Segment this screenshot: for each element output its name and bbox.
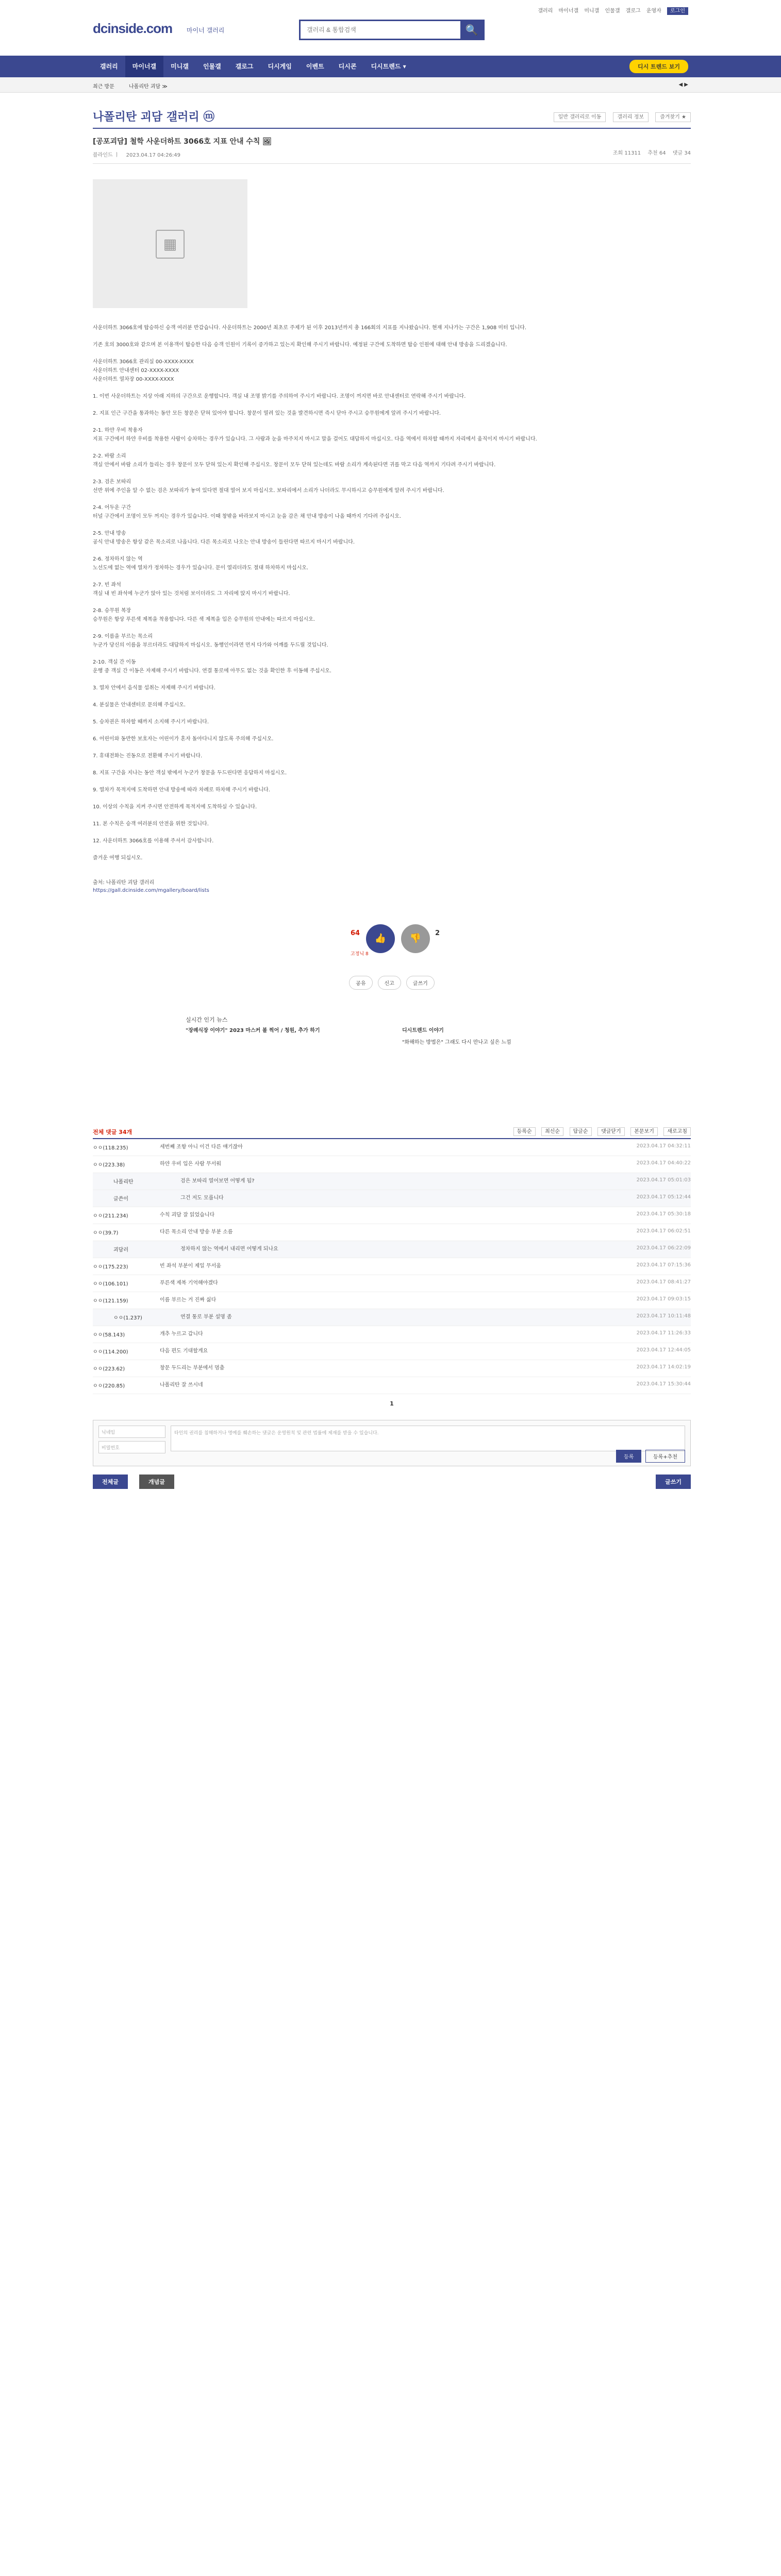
- comment-date: 2023.04.17 12:44:05: [636, 1347, 691, 1353]
- gallery-tool-fav[interactable]: 즐겨찾기 ★: [655, 112, 691, 122]
- comment-text: 세번째 조항 아니 이건 다른 얘기잖아: [160, 1144, 243, 1150]
- comment-text: 연결 통로 부분 설명 좀: [180, 1314, 232, 1320]
- comment-row: [93, 1360, 691, 1377]
- comment-buttons: [614, 1450, 685, 1463]
- down-count: 2: [435, 929, 440, 937]
- concept-posts-button[interactable]: 개념글: [139, 1475, 174, 1489]
- site-logo-sub[interactable]: 마이너 갤러리: [187, 27, 225, 34]
- comment-identity: [98, 1426, 165, 1462]
- comment-row: [93, 1275, 691, 1292]
- gnb-mini[interactable]: 미니갤: [171, 63, 189, 70]
- gnb-gallery[interactable]: 갤러리: [100, 63, 118, 70]
- news-card-title: "장례식장 이야기" 2023 마스커 볼 찍어 / 청원, 추가 하기: [186, 1028, 320, 1033]
- report-button[interactable]: 신고: [378, 976, 401, 990]
- news-card-title: 디시트렌드 이야기: [402, 1028, 444, 1033]
- news-box: [186, 1015, 598, 1077]
- fixed-nick-count: 고정닉 8: [351, 952, 369, 957]
- comment-date: 2023.04.17 04:40:22: [636, 1160, 691, 1166]
- search-box: [299, 20, 485, 40]
- recent-gallery[interactable]: 나폴리탄 괴담 ≫: [129, 84, 168, 90]
- post-image[interactable]: [93, 179, 247, 308]
- top-links: [534, 6, 688, 14]
- search-input[interactable]: [301, 21, 455, 39]
- comment-row: [93, 1292, 691, 1309]
- view-body[interactable]: 본문보기: [630, 1127, 658, 1136]
- comment-text: 하얀 우비 입은 사람 무서워: [160, 1161, 221, 1167]
- comment-row: [93, 1343, 691, 1360]
- image-icon: ▦: [156, 230, 185, 259]
- post-views: 조회 11311: [612, 150, 641, 156]
- comment-date: 2023.04.17 05:30:18: [636, 1211, 691, 1217]
- comment-text: 다른 목소리 안내 방송 부분 소름: [160, 1229, 233, 1235]
- post-paragraph: 2-5. 안내 방송 공식 안내 방송은 항상 같은 목소리로 나옵니다. 다른 목소리로 나오는 안내 방송이 들린다면 따르지 마시기 바랍니다.: [93, 531, 355, 545]
- post-paragraph: 사운더하트 3066호 관리실 00-XXXX-XXXX 사운더하트 안내센터 02-XXXX-XXXX 사운더하트 열차장 00-XXXX-XXXX: [93, 359, 194, 382]
- comment-reply: [93, 1190, 691, 1207]
- gnb-event[interactable]: 이벤트: [306, 63, 324, 70]
- close-comments[interactable]: 댓글닫기: [597, 1127, 625, 1136]
- comment-date: 2023.04.17 06:02:51: [636, 1228, 691, 1234]
- post-paragraph: 기존 호의 3000호와 같으며 본 이용객이 탑승한 다음 승객 인원이 기록이 증가하고 있는지 확인해 주시기 바랍니다. 예정된 구간에 도착하면 탑승 인원에 대해 안내 방송을 드리겠습니다.: [93, 342, 507, 348]
- comment-nick[interactable]: ㅇㅇ(121.159): [93, 1298, 128, 1304]
- write-button-small[interactable]: 글쓰기: [406, 976, 435, 990]
- source-link[interactable]: https://gall.dcinside.com/mgallery/board/lists: [93, 888, 209, 893]
- post-paragraph: 5. 승차권은 하차할 때까지 소지해 주시기 바랍니다.: [93, 719, 209, 725]
- post-paragraph: 2-10. 객실 간 이동 운행 중 객실 간 이동은 자제해 주시기 바랍니다. 연결 통로에 아무도 없는 것을 확인한 후 이동해 주십시오.: [93, 659, 331, 674]
- comment-date: 2023.04.17 07:15:36: [636, 1262, 691, 1268]
- comment-text: 나폴리탄 잘 쓰시네: [160, 1382, 203, 1388]
- site-logo[interactable]: dcinside.com: [93, 21, 173, 36]
- top-link-person[interactable]: 인물갤: [605, 8, 620, 14]
- comment-text: 개추 누르고 갑니다: [160, 1331, 203, 1337]
- gallery-tool-move[interactable]: 일반 갤러리로 이동: [554, 112, 606, 122]
- main-content: [93, 93, 691, 1492]
- gnb-person[interactable]: 인물갤: [203, 63, 221, 70]
- comment-row: [93, 1258, 691, 1275]
- news-caption: 실시간 인기 뉴스: [186, 1016, 228, 1023]
- news-card[interactable]: [402, 1026, 608, 1067]
- comment-date: 2023.04.17 15:30:44: [636, 1381, 691, 1387]
- news-card-text: "화해하는 방법은" 그래도 다시 만나고 싶은 느낌: [402, 1040, 511, 1045]
- comment-text: 수칙 괴담 잘 읽었습니다: [160, 1212, 215, 1218]
- post-paragraph: 4. 분실물은 안내센터로 문의해 주십시오.: [93, 702, 186, 708]
- gnb-game[interactable]: 디시게임: [268, 63, 292, 70]
- comment-pagination: [93, 1394, 691, 1415]
- post-paragraph: 9. 열차가 목적지에 도착하면 안내 방송에 따라 차례로 하차해 주시기 바랍니다.: [93, 787, 270, 793]
- gallery-tool-info[interactable]: 갤러리 정보: [613, 112, 649, 122]
- comment-text: 이름 부르는 거 진짜 싫다: [160, 1297, 217, 1303]
- post-author[interactable]: 블라인드 ㅣ: [93, 152, 120, 158]
- comment-date: 2023.04.17 06:22:09: [636, 1245, 691, 1251]
- gallery-title[interactable]: 나폴리탄 괴담 갤러리 ⓜ: [93, 111, 215, 124]
- recent-visit[interactable]: 최근 방문: [93, 84, 114, 90]
- comment-date: 2023.04.17 05:12:44: [636, 1194, 691, 1200]
- comment-row: [93, 1224, 691, 1241]
- comment-date: 2023.04.17 08:41:27: [636, 1279, 691, 1285]
- sort-reply[interactable]: 답글순: [570, 1127, 592, 1136]
- comment-nick[interactable]: 나폴리탄: [113, 1179, 134, 1185]
- top-link-minor[interactable]: 마이너갤: [558, 8, 579, 14]
- gnb-trend[interactable]: 디시트렌드 ▾: [371, 63, 406, 70]
- post-paragraph: 12. 사운더하트 3066호를 이용해 주셔서 감사합니다.: [93, 838, 214, 844]
- post-recs: 추천 64: [647, 150, 666, 156]
- post-paragraph: 2. 지표 인근 구간을 통과하는 동안 모든 창문은 닫혀 있어야 합니다. 창문이 열려 있는 것을 발견하시면 즉시 닫아 주시고 승무원에게 알려 주시기 바랍니다.: [93, 411, 441, 416]
- comment-reply: [93, 1173, 691, 1190]
- post-paragraph: 3. 열차 안에서 음식물 섭취는 자제해 주시기 바랍니다.: [93, 685, 215, 691]
- comment-tools: [509, 1127, 691, 1134]
- comment-row: [93, 1139, 691, 1156]
- page-number[interactable]: 1: [390, 1400, 394, 1407]
- all-posts-button[interactable]: 전체글: [93, 1475, 128, 1489]
- comment-reply: [93, 1309, 691, 1326]
- post-paragraph: 사운더하트 3066호에 탑승하신 승객 여러분 반갑습니다. 사운더하트는 2000년 최초로 주제가 된 이후 2013년까지 총 166회의 지표를 지나왔습니다. 현재 지나가는 구간은 1,908 미터 입니다.: [93, 325, 527, 331]
- nickname-input[interactable]: 닉네임: [98, 1426, 165, 1438]
- post-paragraph: 1. 이번 사운더하트는 지상 아래 지하의 구간으로 운행합니다. 객실 내 조명 밝기를 주의하여 주시기 바랍니다. 조명이 꺼지면 바로 안내센터로 연락해 주시기 바랍니다.: [93, 394, 466, 399]
- comment-header: [93, 1124, 691, 1139]
- comment-reply: [93, 1241, 691, 1258]
- post-paragraph: 8. 지표 구간을 지나는 동안 객실 밖에서 누군가 창문을 두드린다면 응답하지 마십시오.: [93, 770, 287, 776]
- post-header: [93, 129, 691, 164]
- register-recommend-button[interactable]: 등록+추천: [645, 1450, 685, 1463]
- post-meta: [93, 150, 691, 158]
- comment-text: 창문 두드리는 부분에서 멈춤: [160, 1365, 225, 1371]
- comment-text: 빈 좌석 부분이 제일 무서움: [160, 1263, 221, 1269]
- share-bar: [314, 976, 469, 990]
- post-paragraph: 2-6. 정차하지 않는 역 노선도에 없는 역에 열차가 정차하는 경우가 있습니다. 문이 열리더라도 절대 하차하지 마십시오.: [93, 556, 309, 571]
- gnb-gallog[interactable]: 갤로그: [235, 63, 254, 70]
- post-comments[interactable]: 댓글 34: [672, 150, 691, 156]
- post-title: [공포괴담] 철학 사운더하트 3066호 지표 안내 수칙 🖼: [93, 138, 272, 146]
- post-paragraph: 2-7. 빈 좌석 객실 내 빈 좌석에 누군가 앉아 있는 것처럼 보이더라도 그 자리에 앉지 마시기 바랍니다.: [93, 582, 290, 597]
- post-paragraph: 10. 이상의 수칙을 지켜 주시면 안전하게 목적지에 도착하실 수 있습니다.: [93, 804, 257, 810]
- password-input[interactable]: 비밀번호: [98, 1441, 165, 1453]
- post-paragraph: 즐거운 여행 되십시오.: [93, 855, 143, 861]
- post-paragraph: 2-4. 어두운 구간 터널 구간에서 조명이 모두 꺼지는 경우가 있습니다. 이때 창밖을 바라보지 마시고 눈을 감은 채 안내 방송이 나올 때까지 기다려 주십시오.: [93, 505, 402, 519]
- comment-nick[interactable]: ㅇㅇ(223.38): [93, 1162, 125, 1168]
- comment-text: 검은 보따리 열어보면 어떻게 됨?: [180, 1178, 255, 1184]
- post-paragraph: 2-9. 이름을 부르는 목소리 누군가 당신의 이름을 부르더라도 대답하지 마십시오. 동행인이라면 먼저 다가와 어깨를 두드릴 것입니다.: [93, 634, 328, 648]
- comment-row: [93, 1377, 691, 1394]
- list-buttons: [93, 1471, 691, 1492]
- comment-nick[interactable]: ㅇㅇ(58.143): [93, 1332, 125, 1338]
- gnb-dccon[interactable]: 디시콘: [338, 63, 357, 70]
- top-link-admin[interactable]: 운영자: [646, 8, 661, 14]
- comment-date: 2023.04.17 11:26:33: [636, 1330, 691, 1336]
- post-time: 2023.04.17 04:26:49: [126, 152, 181, 158]
- recommend-box: [351, 914, 440, 976]
- gallery-title-bar: [93, 93, 691, 129]
- comment-write: [93, 1420, 691, 1466]
- comment-nick[interactable]: ㅇㅇ(118.235): [93, 1145, 128, 1151]
- comment-row: [93, 1207, 691, 1224]
- comment-textarea[interactable]: 타인의 권리를 침해하거나 명예를 훼손하는 댓글은 운영원칙 및 관련 법률에 제재를 받을 수 있습니다.: [171, 1426, 685, 1451]
- sort-register[interactable]: 등록순: [513, 1127, 536, 1136]
- post-paragraph: 11. 본 수칙은 승객 여러분의 안전을 위한 것입니다.: [93, 821, 209, 827]
- comment-nick[interactable]: ㅇㅇ(223.62): [93, 1366, 125, 1372]
- comment-nick[interactable]: ㅇㅇ(1.237): [113, 1315, 142, 1321]
- global-nav: [0, 56, 781, 77]
- top-link-gallog[interactable]: 갤로그: [625, 8, 641, 14]
- comment-nick[interactable]: ㅇㅇ(106.101): [93, 1281, 128, 1287]
- post-paragraph: 2-3. 검은 보따리 선반 위에 주인을 알 수 없는 검은 보따리가 놓여 있다면 절대 열어 보지 마십시오. 보따리에서 소리가 나더라도 무시하시고 승무원에게 알려 주시기 바랍니다.: [93, 479, 444, 494]
- comment-nick[interactable]: ㅇㅇ(211.234): [93, 1213, 128, 1219]
- up-count: 64: [351, 929, 360, 937]
- register-button[interactable]: 등록: [616, 1450, 641, 1463]
- comment-text: 푸른색 제복 기억해야겠다: [160, 1280, 218, 1286]
- comment-nick[interactable]: 괴담러: [113, 1247, 128, 1253]
- sub-bar: [0, 77, 781, 93]
- comment-nick[interactable]: ㅇㅇ(175.223): [93, 1264, 128, 1270]
- comment-nick[interactable]: ㅇㅇ(114.200): [93, 1349, 128, 1355]
- login-button[interactable]: 로그인: [667, 7, 688, 15]
- write-button[interactable]: 글쓰기: [656, 1475, 691, 1489]
- comment-row: [93, 1156, 691, 1173]
- comment-text: 다음 편도 기대할게요: [160, 1348, 208, 1354]
- comment-row: [93, 1326, 691, 1343]
- source-label: 출처: 나폴리탄 괴담 갤러리: [93, 880, 155, 886]
- comment-date: 2023.04.17 05:01:03: [636, 1177, 691, 1183]
- thumbs-down-icon[interactable]: 👎: [401, 924, 430, 953]
- post-paragraph: 7. 휴대전화는 진동으로 전환해 주시기 바랍니다.: [93, 753, 203, 759]
- news-card[interactable]: [186, 1026, 392, 1067]
- comment-date: 2023.04.17 10:11:48: [636, 1313, 691, 1319]
- post-paragraph: 2-1. 하얀 우비 착용자 지표 구간에서 하얀 우비를 착용한 사람이 승차하는 경우가 있습니다. 그 사람과 눈을 마주치지 마시고 말을 걸어도 대답하지 마십시오. 다음 역에서 하차할 때까지 자리에서 움직이지 마시기 바랍니다.: [93, 428, 537, 442]
- search-icon[interactable]: 🔍: [460, 21, 483, 39]
- comment-count: 전체 댓글 34개: [93, 1129, 132, 1136]
- post-paragraph: 2-8. 승무원 복장 승무원은 항상 푸른색 제복을 착용합니다. 다른 색 제복을 입은 승무원의 안내에는 따르지 마십시오.: [93, 608, 315, 622]
- post-paragraph: 6. 어린이와 동반한 보호자는 어린이가 혼자 돌아다니지 않도록 주의해 주십시오.: [93, 736, 274, 742]
- top-link-gallery[interactable]: 갤러리: [538, 8, 553, 14]
- comment-nick[interactable]: ㅇㅇ(39.7): [93, 1230, 119, 1236]
- post-body: [93, 324, 691, 862]
- post-stats: [608, 148, 691, 156]
- post-paragraph: 2-2. 바람 소리 객실 안에서 바람 소리가 들리는 경우 창문이 모두 닫혀 있는지 확인해 주십시오. 창문이 모두 닫혀 있는데도 바람 소리가 계속된다면 귀를 막고 다음 역까지 기다려 주시기 바랍니다.: [93, 453, 496, 468]
- comment-text: 정차하지 않는 역에서 내리면 어떻게 되나요: [180, 1246, 278, 1252]
- trend-button[interactable]: 디시 트렌드 보기: [629, 60, 688, 73]
- site-header: [0, 0, 781, 56]
- top-link-mini[interactable]: 미니갤: [584, 8, 600, 14]
- recent-arrows[interactable]: ◀ ▶: [678, 82, 688, 88]
- gallery-tools: [549, 112, 691, 120]
- gnb-minor[interactable]: 마이너갤: [125, 56, 163, 77]
- comment-nick[interactable]: ㅇㅇ(220.85): [93, 1383, 125, 1389]
- comment-date: 2023.04.17 09:03:15: [636, 1296, 691, 1302]
- comment-text: 그건 저도 모릅니다: [180, 1195, 224, 1201]
- comment-date: 2023.04.17 14:02:19: [636, 1364, 691, 1370]
- share-button[interactable]: 공유: [349, 976, 372, 990]
- sort-latest[interactable]: 최신순: [541, 1127, 563, 1136]
- thumbs-up-icon[interactable]: 👍: [366, 924, 395, 953]
- refresh-button[interactable]: 새로고침: [663, 1127, 691, 1136]
- comment-nick[interactable]: 글쓴이: [113, 1196, 128, 1202]
- comment-date: 2023.04.17 04:32:11: [636, 1143, 691, 1149]
- comment-list: [93, 1139, 691, 1394]
